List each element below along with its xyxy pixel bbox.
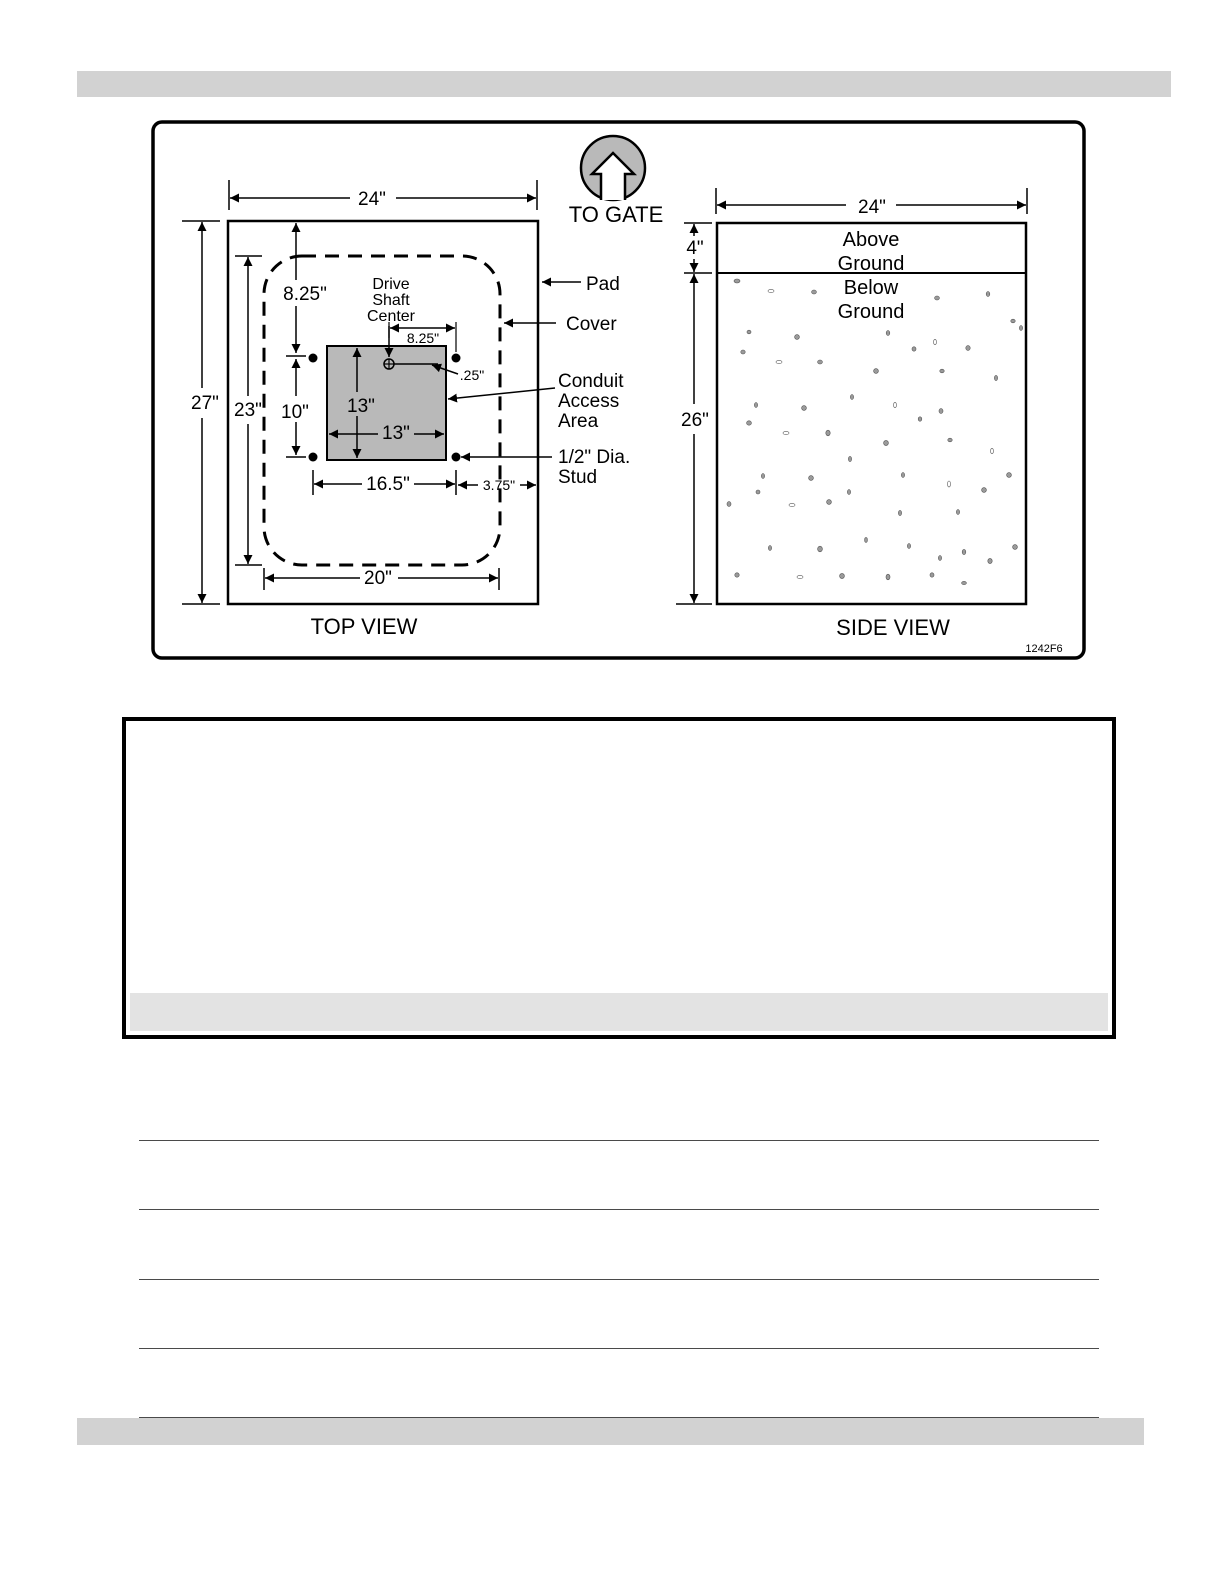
dim-shaft-offset-label: 8.25" [406,330,440,346]
dim-conduit-height-label: 13" [347,396,375,417]
dim-conduit-width-label: 13" [382,423,410,444]
stud-dot [309,354,318,363]
dim-offset-top-label: 8.25" [283,284,327,305]
stud-dot [452,453,461,462]
above-ground-line2: Ground [837,253,905,275]
dim-below-ground-label: 26" [681,410,709,431]
dim-stud-spacing-v-label: 10" [281,402,309,423]
dim-stud-spacing-h-label: 16.5" [366,474,410,495]
pad-mounting-figure [150,120,1088,662]
conduit-callout-line2: Access [558,391,620,412]
dim-above-ground-label: 4" [686,238,704,259]
drive-shaft-label-line3: Center [366,308,416,325]
stud-callout-line1: 1/2" Dia. [558,447,631,468]
stud-callout-line2: Stud [558,467,598,488]
dim-shaft-small-label: .25" [459,367,485,383]
drive-shaft-label-line2: Shaft [372,292,410,309]
form-line [139,1140,1099,1141]
stud-dot [309,453,318,462]
up-arrow-icon [581,136,645,200]
footer-bar [77,1418,1144,1445]
figure-code: 1242F6 [1025,643,1063,655]
dim-cover-width-label: 20" [364,568,392,589]
form-line [139,1348,1099,1349]
dim-edge-offset-label: 3.75" [482,477,516,493]
dim-side-width-label: 24" [858,197,886,218]
top-view-title: TOP VIEW [310,614,418,639]
form-line [139,1279,1099,1280]
dim-cover-height-label: 23" [234,400,262,421]
side-view-title: SIDE VIEW [836,615,950,640]
note-box [122,717,1116,1039]
below-ground-line1: Below [843,277,899,299]
conduit-callout-line3: Area [558,411,599,432]
to-gate-label: TO GATE [568,202,664,227]
below-ground-line2: Ground [837,301,905,323]
above-ground-line1: Above [842,229,900,251]
drive-shaft-label-line1: Drive [372,276,410,293]
header-bar [77,71,1171,97]
conduit-callout-line1: Conduit [558,371,624,392]
stud-dot [452,354,461,363]
dim-top-width-label: 24" [358,189,386,210]
pad-callout-label: Pad [586,274,620,295]
dim-pad-height-label: 27" [191,393,219,414]
note-shaded-footer [130,993,1108,1031]
cover-callout-label: Cover [566,314,617,335]
form-line [139,1209,1099,1210]
